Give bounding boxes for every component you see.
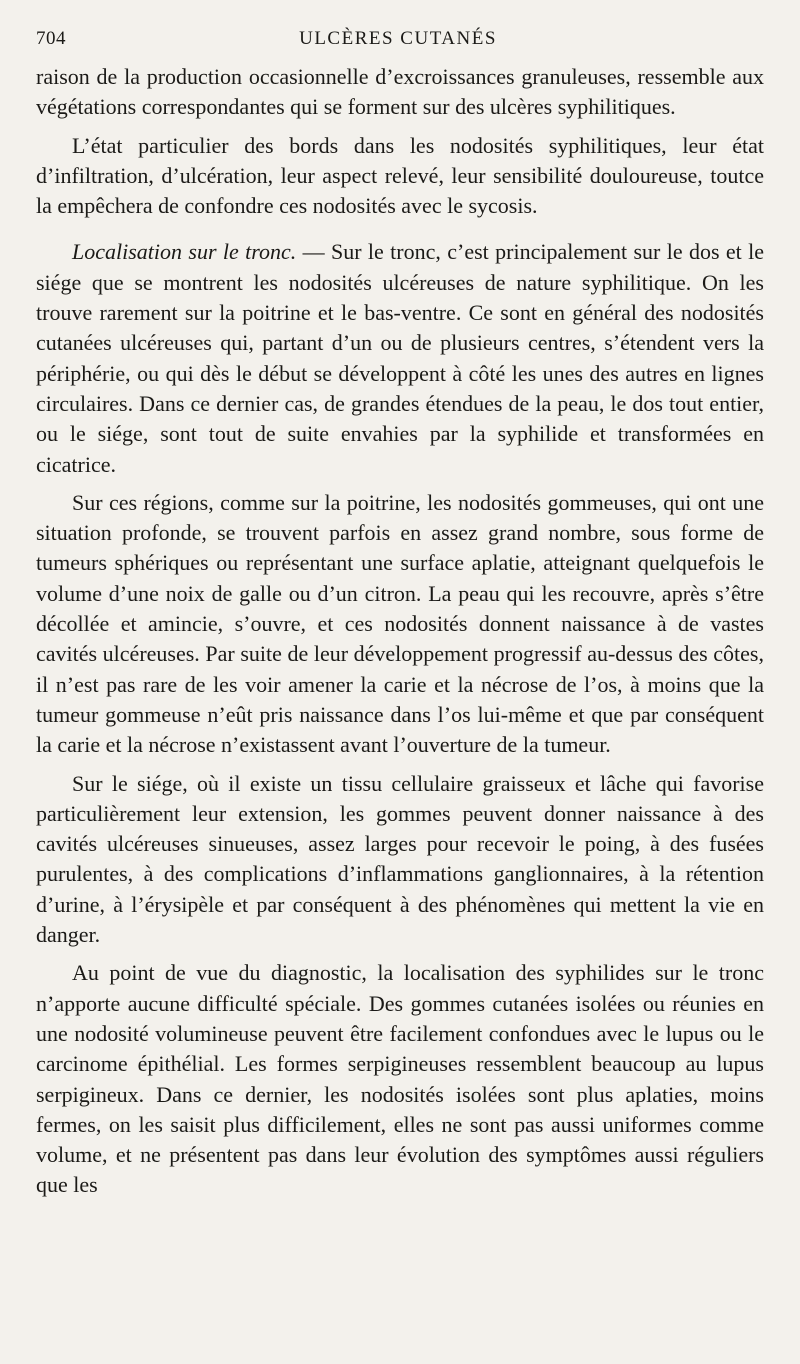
paragraph-text: — Sur le tronc, c’est principalement sur le dos et le siége que se montrent les nodosités ulcéreuses de nature syphilitique. On les trouve rarement sur la poitrine et le bas-ventre. Ce sont en général des nodosités cutanées ulcéreuses qui, partant d’un ou de plusieurs centres, s’étendent vers la périphérie, ou qui dès le début se développent à côté les unes des autres en lignes circulaires. Dans ce dernier cas, de grandes étendues de la peau, le dos tout entier, ou le siége, sont tout de suite envahies par la syphilide et transformées en cicatrice. xyxy=(36,239,764,477)
body-text xyxy=(36,62,764,1209)
page-number: 704 xyxy=(36,28,66,49)
running-title: ULCÈRES CUTANÉS xyxy=(299,28,497,49)
paragraph: Sur ces régions, comme sur la poitrine, les nodosités gommeuses, qui ont une situation profonde, se trouvent parfois en assez grand nombre, sous forme de tumeurs sphériques ou représentant une surface aplatie, atteignant quelquefois le volume d’une noix de galle ou d’un citron. La peau qui les recouvre, après s’être décollée et amincie, s’ouvre, et ces nodosités donnent naissance à de vastes cavités ulcéreuses. Par suite de leur développement progressif au-dessus des côtes, il n’est pas rare de les voir amener la carie et la nécrose de l’os, à moins que la tumeur gommeuse n’eût pris naissance dans l’os lui-même et que par conséquent la carie et la nécrose n’existassent avant l’ouverture de la tumeur. xyxy=(36,489,764,758)
page-header xyxy=(36,28,760,56)
paragraph xyxy=(36,237,764,479)
section-heading: Localisation sur le tronc. xyxy=(72,239,297,265)
paragraph: raison de la production occasionnelle d’excroissances granuleuses, ressemble aux végétations correspondantes qui se forment sur des ulcères syphilitiques. xyxy=(36,64,764,120)
paragraph: Au point de vue du diagnostic, la localisation des syphilides sur le tronc n’apporte aucune difficulté spéciale. Des gommes cutanées isolées ou réunies en une nodosité volumineuse peuvent être facilement confondues avec le lupus ou le carcinome épithélial. Les formes serpigineuses ressemblent beaucoup au lupus serpigineux. Dans ce dernier, les nodosités isolées sont plus aplaties, moins fermes, on les saisit plus difficilement, elles ne sont pas aussi uniformes comme volume, et ne présentent pas dans leur évolution des symptômes aussi réguliers que les xyxy=(36,960,764,1198)
paragraph: Sur le siége, où il existe un tissu cellulaire graisseux et lâche qui favorise particulièrement leur extension, les gommes peuvent donner naissance à des cavités ulcéreuses sinueuses, assez larges pour recevoir le poing, à des fusées purulentes, à des complications d’inflammations ganglionnaires, à la rétention d’urine, à l’érysipèle et par conséquent à des phénomènes qui mettent la vie en danger. xyxy=(36,770,764,948)
paragraph: L’état particulier des bords dans les nodosités syphilitiques, leur état d’infiltration, d’ulcération, leur aspect relevé, leur sensibilité douloureuse, toutce la empêchera de confondre ces nodosités avec le sycosis. xyxy=(36,132,764,219)
